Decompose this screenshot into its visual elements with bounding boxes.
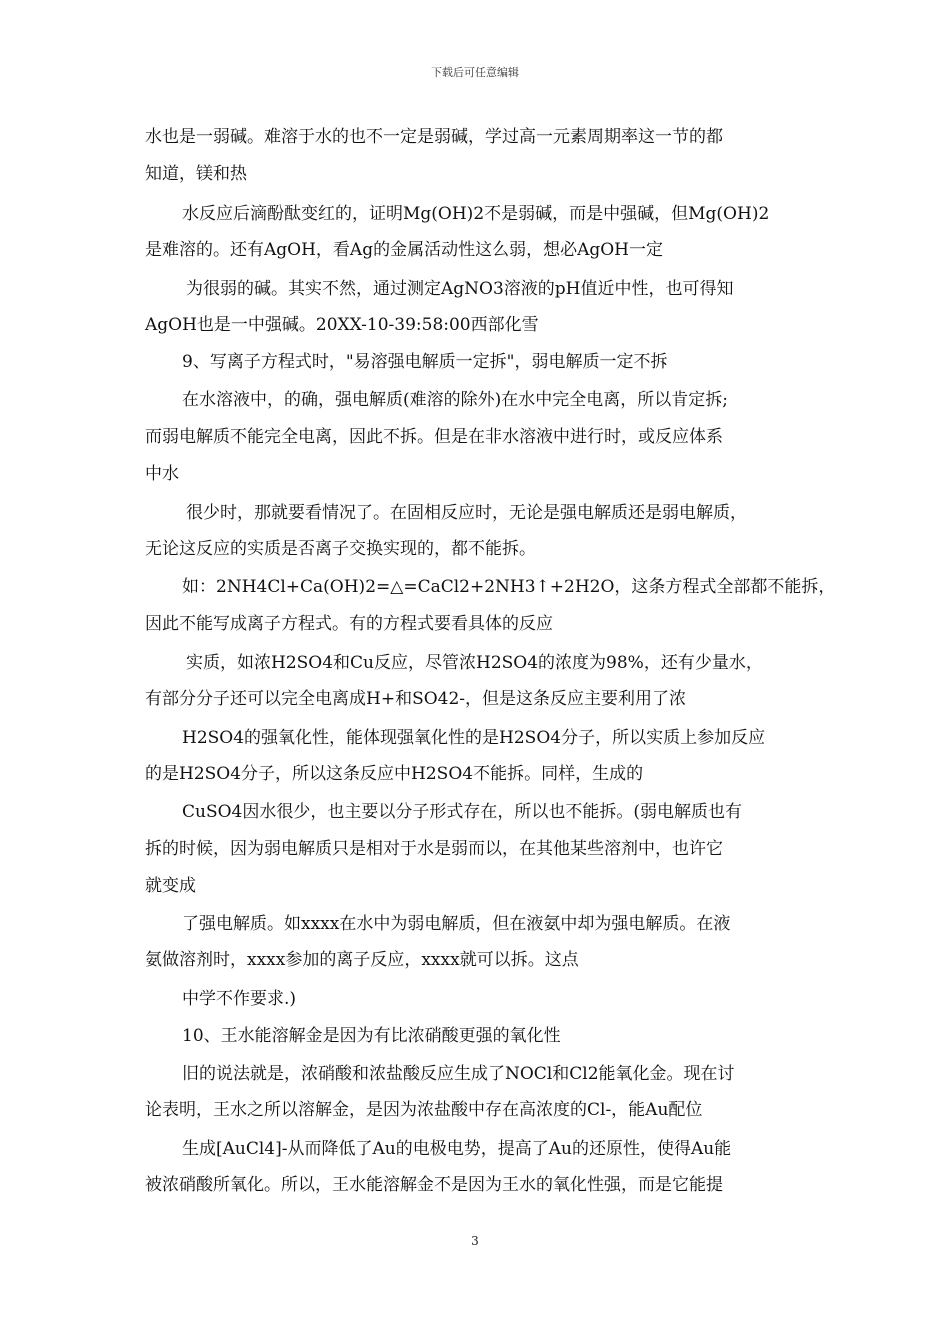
text-line: 就变成: [145, 876, 196, 896]
text-line: 是难溶的。还有AgOH，看Ag的金属活动性这么弱，想必AgOH一定: [145, 240, 664, 260]
text-line: 了强电解质。如xxxx在水中为弱电解质，但在液氨中却为强电解质。在液: [182, 914, 731, 934]
text-line: 中学不作要求.): [182, 989, 297, 1009]
text-line: 知道，镁和热: [145, 164, 247, 184]
text-line: 而弱电解质不能完全电离，因此不拆。但是在非水溶液中进行时，或反应体系: [145, 427, 723, 447]
text-line: CuSO4因水很少，也主要以分子形式存在，所以也不能拆。(弱电解质也有: [182, 802, 742, 822]
page-header: 下载后可任意编辑: [431, 66, 519, 79]
section-heading-10: 10、王水能溶解金是因为有比浓硝酸更强的氧化性: [182, 1026, 561, 1046]
text-line: 在水溶液中，的确，强电解质(难溶的除外)在水中完全电离，所以肯定拆;: [182, 390, 728, 410]
text-line: 拆的时候，因为弱电解质只是相对于水是弱而以，在其他某些溶剂中，也许它: [145, 839, 723, 859]
text-line: 旧的说法就是，浓硝酸和浓盐酸反应生成了NOCl和Cl2能氧化金。现在讨: [182, 1064, 735, 1084]
text-line: 水反应后滴酚酞变红的，证明Mg(OH)2不是弱碱，而是中强碱，但Mg(OH)2: [182, 204, 770, 224]
text-line: 无论这反应的实质是否离子交换实现的，都不能拆。: [145, 539, 536, 559]
text-line: 水也是一弱碱。难溶于水的也不一定是弱碱，学过高一元素周期率这一节的都: [145, 127, 723, 147]
text-line: 被浓硝酸所氧化。所以，王水能溶解金不是因为王水的氧化性强，而是它能提: [145, 1175, 723, 1195]
text-line: 为很弱的碱。其实不然，通过测定AgNO3溶液的pH值近中性，也可得知: [186, 279, 734, 299]
text-line: 生成[AuCl4]-从而降低了Au的电极电势，提高了Au的还原性，使得Au能: [182, 1139, 732, 1159]
page-number: 3: [471, 1234, 479, 1248]
text-line: 如：2NH4Cl+Ca(OH)2=△=CaCl2+2NH3↑+2H2O，这条方程式全部都不能拆，: [182, 577, 836, 597]
text-line: 因此不能写成离子方程式。有的方程式要看具体的反应: [145, 614, 553, 634]
text-line: 中水: [145, 464, 179, 484]
text-line: 论表明，王水之所以溶解金，是因为浓盐酸中存在高浓度的Cl-，能Au配位: [145, 1100, 703, 1120]
text-line: H2SO4的强氧化性，能体现强氧化性的是H2SO4分子，所以实质上参加反应: [182, 728, 766, 748]
text-line: AgOH也是一中强碱。20XX-10-39:58:00西部化雪: [145, 315, 539, 335]
text-line: 的是H2SO4分子，所以这条反应中H2SO4不能拆。同样，生成的: [145, 764, 644, 784]
section-heading-9: 9、写离子方程式时，"易溶强电解质一定拆"，弱电解质一定不拆: [182, 352, 668, 372]
text-line: 实质，如浓H2SO4和Cu反应，尽管浓H2SO4的浓度为98%，还有少量水，: [186, 653, 763, 673]
text-line: 有部分分子还可以完全电离成H+和SO42-，但是这条反应主要利用了浓: [145, 689, 687, 709]
text-line: 很少时，那就要看情况了。在固相反应时，无论是强电解质还是弱电解质，: [186, 503, 747, 523]
text-line: 氨做溶剂时，xxxx参加的离子反应，xxxx就可以拆。这点: [145, 950, 579, 970]
